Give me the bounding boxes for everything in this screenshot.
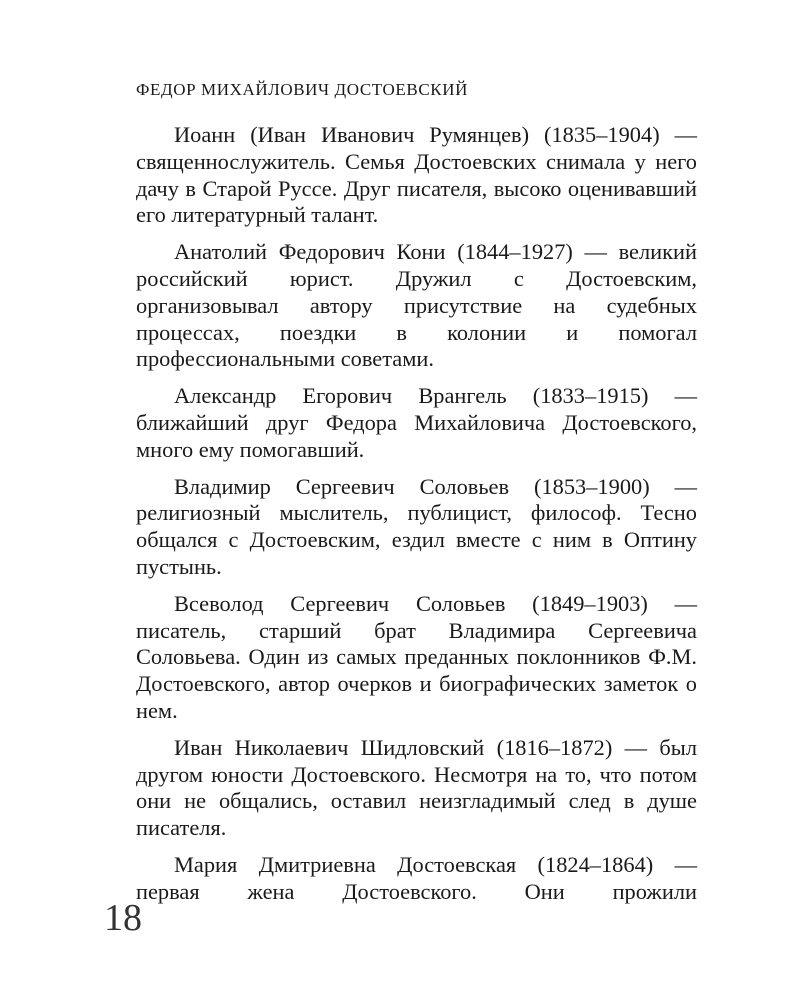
running-header: ФЕДОР МИХАЙЛОВИЧ ДОСТОЕВСКИЙ bbox=[136, 80, 468, 99]
body-text bbox=[136, 122, 697, 916]
entry-vsevolod-solovyov: Всеволод Сергеевич Соловьев (1849–1903) — писатель, старший брат Владимира Сергеевича Соловьева. Один из самых преданных поклонников Ф.М. Достоевского, автор очерков и биографических заметок о нем. bbox=[136, 590, 697, 723]
entry-wrangel: Александр Егорович Врангель (1833–1915) — ближайший друг Федора Михайловича Достоевского, много ему помогавший. bbox=[136, 383, 697, 462]
page-number: 18 bbox=[104, 897, 142, 939]
entry-koni: Анатолий Федорович Кони (1844–1927) — великий российский юрист. Дружил с Достоевским, организовывал автору присутствие на судебных процессах, поездки в колонии и помогал профессиональными советами. bbox=[136, 239, 697, 372]
entry-maria-dostoevskaya: Мария Дмитриевна Достоевская (1824–1864) — первая жена Достоевского. Они прожили bbox=[136, 851, 697, 904]
entry-shidlovsky: Иван Николаевич Шидловский (1816–1872) — был другом юности Достоевского. Несмотря на то, что потом они не общались, оставил неизгладимый след в душе писателя. bbox=[136, 734, 697, 841]
entry-vladimir-solovyov: Владимир Сергеевич Соловьев (1853–1900) — религиозный мыслитель, публицист, философ. Тесно общался с Достоевским, ездил вместе с ним в Оптину пустынь. bbox=[136, 473, 697, 579]
entry-rumyantsev: Иоанн (Иван Иванович Румянцев) (1835–1904) — священнослужитель. Семья Достоевских снимала у него дачу в Старой Руссе. Друг писателя, высоко оценивавший его литературный талант. bbox=[136, 122, 697, 228]
